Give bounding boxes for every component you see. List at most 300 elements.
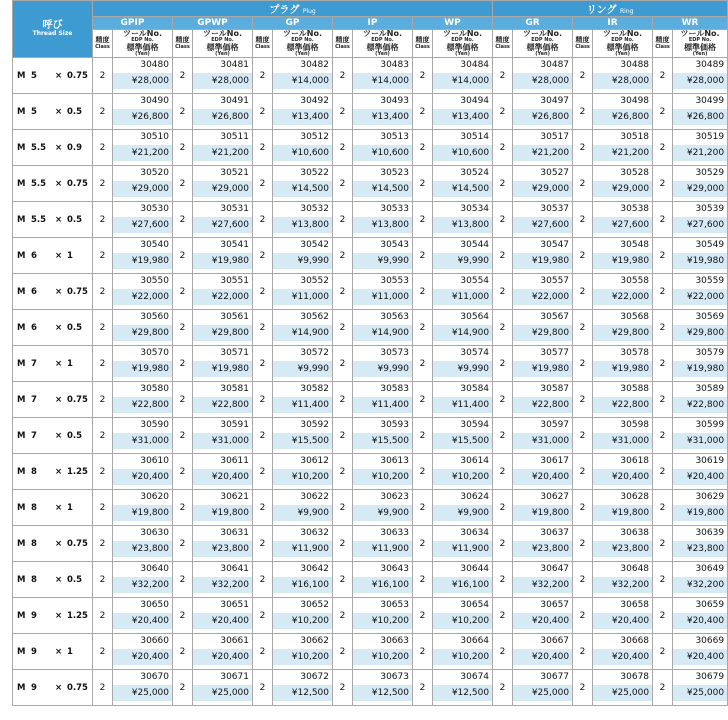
standard-price: ¥12,500 bbox=[353, 685, 412, 701]
class-cell: 2 bbox=[93, 490, 113, 526]
standard-price: ¥14,900 bbox=[353, 325, 412, 341]
class-jp: 精度 bbox=[495, 36, 510, 45]
class-cell: 2 bbox=[253, 526, 273, 562]
edp-number: 30519 bbox=[695, 132, 725, 143]
standard-price: ¥32,200 bbox=[513, 577, 572, 593]
edp-number: 30640 bbox=[140, 564, 169, 575]
value-cell bbox=[513, 382, 573, 418]
class-cell: 2 bbox=[173, 130, 193, 166]
edp-number: 30647 bbox=[540, 564, 570, 575]
class-cell: 2 bbox=[493, 310, 513, 346]
edp-number: 30611 bbox=[220, 456, 249, 467]
tool-price-subheader bbox=[433, 30, 493, 58]
standard-price: ¥10,200 bbox=[353, 469, 412, 485]
edp-number: 30583 bbox=[380, 384, 409, 395]
edp-number: 30480 bbox=[140, 60, 169, 71]
standard-price: ¥20,400 bbox=[593, 613, 652, 629]
value-cell bbox=[593, 166, 653, 202]
standard-price: ¥12,500 bbox=[273, 685, 332, 701]
product-header-gpwp: GPWP bbox=[173, 17, 253, 30]
value-cell bbox=[353, 310, 413, 346]
value-cell bbox=[433, 526, 493, 562]
standard-price: ¥32,200 bbox=[113, 577, 172, 593]
class-cell: 2 bbox=[653, 634, 673, 670]
thread-times: × bbox=[55, 286, 63, 297]
class-cell: 2 bbox=[333, 238, 353, 274]
class-cell: 2 bbox=[493, 58, 513, 94]
standard-price: ¥28,000 bbox=[673, 73, 727, 89]
value-cell bbox=[353, 490, 413, 526]
edp-number: 30522 bbox=[300, 168, 329, 179]
edp-number: 30533 bbox=[380, 204, 409, 215]
value-cell bbox=[513, 238, 573, 274]
edp-number: 30548 bbox=[620, 240, 650, 251]
value-cell bbox=[273, 562, 333, 598]
edp-number: 30639 bbox=[695, 528, 725, 539]
value-cell bbox=[433, 346, 493, 382]
value-cell bbox=[513, 202, 573, 238]
value-cell bbox=[673, 454, 728, 490]
standard-price: ¥9,990 bbox=[273, 253, 332, 269]
standard-price: ¥10,200 bbox=[353, 649, 412, 665]
standard-price: ¥19,980 bbox=[513, 361, 572, 377]
class-cell: 2 bbox=[413, 490, 433, 526]
value-cell bbox=[193, 418, 253, 454]
edp-number: 30487 bbox=[540, 60, 570, 71]
edp-number: 30650 bbox=[140, 600, 169, 611]
class-cell: 2 bbox=[253, 274, 273, 310]
tool-price-subheader bbox=[273, 30, 333, 58]
standard-price: ¥31,000 bbox=[593, 433, 652, 449]
edp-number: 30572 bbox=[300, 348, 329, 359]
edp-number: 30641 bbox=[220, 564, 249, 575]
standard-price: ¥26,800 bbox=[113, 109, 172, 125]
thread-prefix: M bbox=[17, 106, 26, 117]
standard-price: ¥15,500 bbox=[433, 433, 492, 449]
class-subheader bbox=[333, 30, 353, 58]
standard-price: ¥10,200 bbox=[433, 649, 492, 665]
class-en: Class bbox=[495, 43, 510, 50]
edp-number: 30573 bbox=[380, 348, 409, 359]
class-cell: 2 bbox=[253, 418, 273, 454]
edp-number: 30537 bbox=[540, 204, 570, 215]
edp-number: 30494 bbox=[460, 96, 490, 107]
thread-pitch: 1 bbox=[67, 250, 73, 261]
tool-no-jp: ツールNo. bbox=[442, 29, 483, 38]
thread-gauge-price-table bbox=[12, 0, 728, 706]
price-jp: 標準価格 bbox=[526, 42, 559, 52]
product-header-ir: IR bbox=[573, 17, 653, 30]
thread-pitch: 1 bbox=[67, 502, 73, 513]
product-header-wr: WR bbox=[653, 17, 728, 30]
price-jp: 標準価格 bbox=[366, 42, 399, 52]
product-header-gr: GR bbox=[493, 17, 573, 30]
class-cell: 2 bbox=[253, 202, 273, 238]
value-cell bbox=[273, 274, 333, 310]
standard-price: ¥27,600 bbox=[113, 217, 172, 233]
value-cell bbox=[433, 418, 493, 454]
standard-price: ¥29,800 bbox=[593, 325, 652, 341]
standard-price: ¥10,200 bbox=[273, 613, 332, 629]
value-cell bbox=[673, 670, 728, 706]
value-cell bbox=[673, 94, 728, 130]
class-cell: 2 bbox=[493, 382, 513, 418]
edp-number: 30557 bbox=[540, 276, 570, 287]
value-cell bbox=[353, 58, 413, 94]
edp-number: 30514 bbox=[460, 132, 490, 143]
class-cell: 2 bbox=[413, 166, 433, 202]
value-cell bbox=[433, 598, 493, 634]
edp-number: 30620 bbox=[140, 492, 169, 503]
value-cell bbox=[593, 490, 653, 526]
class-cell: 2 bbox=[253, 94, 273, 130]
edp-number: 30550 bbox=[140, 276, 169, 287]
value-cell bbox=[193, 346, 253, 382]
value-cell bbox=[113, 490, 173, 526]
standard-price: ¥22,800 bbox=[193, 397, 252, 413]
edp-number: 30588 bbox=[620, 384, 650, 395]
class-cell: 2 bbox=[573, 418, 593, 454]
standard-price: ¥14,500 bbox=[433, 181, 492, 197]
edp-no-en: EDP No. bbox=[211, 37, 234, 44]
value-cell bbox=[193, 562, 253, 598]
value-cell bbox=[673, 346, 728, 382]
class-cell: 2 bbox=[413, 454, 433, 490]
tool-no-jp: ツールNo. bbox=[523, 29, 563, 38]
standard-price: ¥23,800 bbox=[513, 541, 572, 557]
value-cell bbox=[273, 202, 333, 238]
value-cell bbox=[433, 238, 493, 274]
table-row bbox=[13, 526, 728, 562]
edp-number: 30581 bbox=[220, 384, 249, 395]
standard-price: ¥23,800 bbox=[113, 541, 172, 557]
class-cell: 2 bbox=[253, 670, 273, 706]
value-cell bbox=[593, 382, 653, 418]
value-cell bbox=[433, 490, 493, 526]
class-cell: 2 bbox=[653, 166, 673, 202]
edp-no-en: EDP No. bbox=[371, 37, 394, 44]
value-cell bbox=[193, 310, 253, 346]
value-cell bbox=[353, 526, 413, 562]
class-subheader bbox=[253, 30, 273, 58]
standard-price: ¥31,000 bbox=[673, 433, 727, 449]
class-cell: 2 bbox=[253, 238, 273, 274]
edp-number: 30561 bbox=[220, 312, 249, 323]
edp-number: 30587 bbox=[540, 384, 570, 395]
thread-prefix: M bbox=[17, 70, 26, 81]
edp-number: 30578 bbox=[620, 348, 650, 359]
group-sublabel: Ring bbox=[619, 8, 634, 15]
value-cell bbox=[593, 670, 653, 706]
thread-times: × bbox=[55, 394, 63, 405]
table-body bbox=[13, 58, 728, 706]
edp-number: 30552 bbox=[300, 276, 329, 287]
edp-number: 30638 bbox=[620, 528, 650, 539]
class-subheader bbox=[173, 30, 193, 58]
standard-price: ¥20,400 bbox=[193, 613, 252, 629]
standard-price: ¥9,900 bbox=[433, 505, 492, 521]
value-cell bbox=[273, 94, 333, 130]
value-cell bbox=[193, 598, 253, 634]
standard-price: ¥27,600 bbox=[193, 217, 252, 233]
value-cell bbox=[673, 310, 728, 346]
edp-number: 30591 bbox=[220, 420, 249, 431]
edp-number: 30679 bbox=[695, 672, 725, 683]
class-cell: 2 bbox=[493, 454, 513, 490]
value-cell bbox=[193, 202, 253, 238]
thread-size-cell bbox=[13, 274, 93, 310]
class-cell: 2 bbox=[573, 490, 593, 526]
standard-price: ¥25,000 bbox=[673, 685, 727, 701]
class-cell: 2 bbox=[93, 166, 113, 202]
tool-no-jp: ツールNo. bbox=[362, 29, 403, 38]
value-cell bbox=[113, 310, 173, 346]
class-cell: 2 bbox=[333, 274, 353, 310]
value-cell bbox=[193, 490, 253, 526]
tool-price-subheader bbox=[673, 30, 728, 58]
class-jp: 精度 bbox=[175, 36, 190, 45]
thread-times: × bbox=[55, 70, 63, 81]
standard-price: ¥29,000 bbox=[513, 181, 572, 197]
standard-price: ¥19,980 bbox=[193, 253, 252, 269]
class-cell: 2 bbox=[413, 418, 433, 454]
standard-price: ¥22,800 bbox=[513, 397, 572, 413]
price-jp: 標準価格 bbox=[126, 42, 159, 52]
price-en: (Yen) bbox=[135, 51, 150, 58]
edp-no-en: EDP No. bbox=[611, 37, 634, 44]
standard-price: ¥14,000 bbox=[273, 73, 332, 89]
thread-size-cell bbox=[13, 490, 93, 526]
value-cell bbox=[513, 166, 573, 202]
value-cell bbox=[673, 202, 728, 238]
value-cell bbox=[433, 634, 493, 670]
class-cell: 2 bbox=[173, 238, 193, 274]
edp-number: 30570 bbox=[140, 348, 169, 359]
thread-diameter: 8 bbox=[31, 538, 37, 549]
thread-diameter: 5 bbox=[31, 106, 37, 117]
standard-price: ¥21,200 bbox=[513, 145, 572, 161]
class-cell: 2 bbox=[413, 382, 433, 418]
thread-pitch: 1 bbox=[67, 646, 73, 657]
edp-number: 30631 bbox=[220, 528, 249, 539]
class-cell: 2 bbox=[333, 562, 353, 598]
edp-number: 30653 bbox=[380, 600, 409, 611]
thread-size-cell bbox=[13, 382, 93, 418]
value-cell bbox=[353, 274, 413, 310]
class-cell: 2 bbox=[93, 274, 113, 310]
standard-price: ¥9,990 bbox=[433, 253, 492, 269]
edp-number: 30672 bbox=[300, 672, 329, 683]
edp-number: 30567 bbox=[540, 312, 570, 323]
table-row bbox=[13, 418, 728, 454]
class-cell: 2 bbox=[253, 598, 273, 634]
edp-no-en: EDP No. bbox=[291, 37, 314, 44]
value-cell bbox=[593, 130, 653, 166]
class-en: Class bbox=[335, 43, 350, 50]
standard-price: ¥19,980 bbox=[113, 253, 172, 269]
class-cell: 2 bbox=[173, 382, 193, 418]
value-cell bbox=[673, 166, 728, 202]
standard-price: ¥28,000 bbox=[193, 73, 252, 89]
thread-pitch: 1 bbox=[67, 358, 73, 369]
edp-number: 30499 bbox=[695, 96, 725, 107]
value-cell bbox=[593, 202, 653, 238]
price-en: (Yen) bbox=[615, 51, 630, 58]
standard-price: ¥25,000 bbox=[593, 685, 652, 701]
edp-number: 30613 bbox=[380, 456, 409, 467]
value-cell bbox=[353, 634, 413, 670]
edp-number: 30497 bbox=[540, 96, 570, 107]
class-cell: 2 bbox=[573, 562, 593, 598]
standard-price: ¥11,900 bbox=[353, 541, 412, 557]
class-cell: 2 bbox=[653, 670, 673, 706]
value-cell bbox=[353, 418, 413, 454]
edp-number: 30621 bbox=[220, 492, 249, 503]
edp-number: 30619 bbox=[695, 456, 725, 467]
edp-number: 30622 bbox=[300, 492, 329, 503]
thread-prefix: M bbox=[17, 142, 26, 153]
thread-prefix: M bbox=[17, 574, 26, 585]
standard-price: ¥13,400 bbox=[353, 109, 412, 125]
class-cell: 2 bbox=[653, 562, 673, 598]
class-cell: 2 bbox=[413, 94, 433, 130]
class-cell: 2 bbox=[173, 310, 193, 346]
product-header-gp: GP bbox=[253, 17, 333, 30]
thread-diameter: 8 bbox=[31, 466, 37, 477]
value-cell bbox=[513, 418, 573, 454]
group-label: プラグ bbox=[269, 5, 300, 16]
class-en: Class bbox=[655, 43, 670, 50]
value-cell bbox=[353, 382, 413, 418]
value-cell bbox=[513, 670, 573, 706]
thread-diameter: 5.5 bbox=[31, 178, 47, 189]
price-en: (Yen) bbox=[375, 51, 390, 58]
value-cell bbox=[433, 454, 493, 490]
class-cell: 2 bbox=[493, 346, 513, 382]
table-row bbox=[13, 346, 728, 382]
edp-number: 30637 bbox=[540, 528, 570, 539]
value-cell bbox=[593, 562, 653, 598]
value-cell bbox=[193, 274, 253, 310]
value-cell bbox=[673, 382, 728, 418]
thread-size-cell bbox=[13, 526, 93, 562]
standard-price: ¥11,400 bbox=[273, 397, 332, 413]
standard-price: ¥11,000 bbox=[433, 289, 492, 305]
thread-diameter: 6 bbox=[31, 286, 37, 297]
value-cell bbox=[513, 58, 573, 94]
class-cell: 2 bbox=[493, 418, 513, 454]
standard-price: ¥29,000 bbox=[193, 181, 252, 197]
standard-price: ¥29,800 bbox=[113, 325, 172, 341]
thread-times: × bbox=[55, 430, 63, 441]
value-cell bbox=[273, 382, 333, 418]
thread-pitch: 0.75 bbox=[67, 394, 88, 405]
standard-price: ¥26,800 bbox=[193, 109, 252, 125]
class-subheader bbox=[413, 30, 433, 58]
value-cell bbox=[113, 382, 173, 418]
class-jp: 精度 bbox=[415, 36, 430, 45]
edp-number: 30518 bbox=[620, 132, 650, 143]
table-row bbox=[13, 454, 728, 490]
thread-times: × bbox=[55, 178, 63, 189]
standard-price: ¥14,500 bbox=[273, 181, 332, 197]
value-cell bbox=[113, 598, 173, 634]
value-cell bbox=[353, 346, 413, 382]
class-cell: 2 bbox=[173, 58, 193, 94]
thread-pitch: 0.75 bbox=[67, 538, 88, 549]
thread-times: × bbox=[55, 538, 63, 549]
value-cell bbox=[113, 274, 173, 310]
value-cell bbox=[513, 454, 573, 490]
table-row bbox=[13, 634, 728, 670]
thread-pitch: 0.5 bbox=[67, 430, 83, 441]
class-cell: 2 bbox=[173, 526, 193, 562]
thread-times: × bbox=[55, 682, 63, 693]
class-cell: 2 bbox=[93, 94, 113, 130]
standard-price: ¥19,980 bbox=[193, 361, 252, 377]
class-cell: 2 bbox=[573, 598, 593, 634]
standard-price: ¥22,000 bbox=[593, 289, 652, 305]
edp-number: 30520 bbox=[140, 168, 169, 179]
thread-pitch: 0.75 bbox=[67, 286, 88, 297]
edp-number: 30669 bbox=[695, 636, 725, 647]
edp-number: 30512 bbox=[300, 132, 329, 143]
edp-number: 30623 bbox=[380, 492, 409, 503]
edp-number: 30571 bbox=[220, 348, 249, 359]
thread-diameter: 5.5 bbox=[31, 142, 47, 153]
edp-number: 30582 bbox=[300, 384, 329, 395]
class-cell: 2 bbox=[493, 526, 513, 562]
thread-size-cell bbox=[13, 634, 93, 670]
value-cell bbox=[513, 490, 573, 526]
class-cell: 2 bbox=[653, 274, 673, 310]
value-cell bbox=[113, 130, 173, 166]
table-row bbox=[13, 598, 728, 634]
edp-number: 30643 bbox=[380, 564, 409, 575]
standard-price: ¥11,900 bbox=[433, 541, 492, 557]
standard-price: ¥22,000 bbox=[513, 289, 572, 305]
class-cell: 2 bbox=[413, 346, 433, 382]
edp-number: 30524 bbox=[460, 168, 490, 179]
class-cell: 2 bbox=[173, 454, 193, 490]
standard-price: ¥26,800 bbox=[593, 109, 652, 125]
thread-pitch: 0.75 bbox=[67, 178, 88, 189]
value-cell bbox=[113, 238, 173, 274]
edp-number: 30498 bbox=[620, 96, 650, 107]
class-cell: 2 bbox=[573, 202, 593, 238]
class-cell: 2 bbox=[653, 346, 673, 382]
class-cell: 2 bbox=[573, 634, 593, 670]
price-jp: 標準価格 bbox=[446, 42, 479, 52]
class-cell: 2 bbox=[333, 670, 353, 706]
thread-diameter: 9 bbox=[31, 646, 37, 657]
tool-price-subheader bbox=[593, 30, 653, 58]
thread-size-cell bbox=[13, 454, 93, 490]
standard-price: ¥10,200 bbox=[433, 469, 492, 485]
thread-prefix: M bbox=[17, 682, 26, 693]
value-cell bbox=[513, 274, 573, 310]
value-cell bbox=[433, 562, 493, 598]
thread-size-cell bbox=[13, 598, 93, 634]
price-en: (Yen) bbox=[692, 51, 708, 58]
value-cell bbox=[513, 346, 573, 382]
standard-price: ¥9,900 bbox=[273, 505, 332, 521]
class-cell: 2 bbox=[493, 202, 513, 238]
edp-number: 30544 bbox=[460, 240, 490, 251]
thread-pitch: 1.25 bbox=[67, 466, 88, 477]
edp-number: 30659 bbox=[695, 600, 725, 611]
class-cell: 2 bbox=[493, 562, 513, 598]
